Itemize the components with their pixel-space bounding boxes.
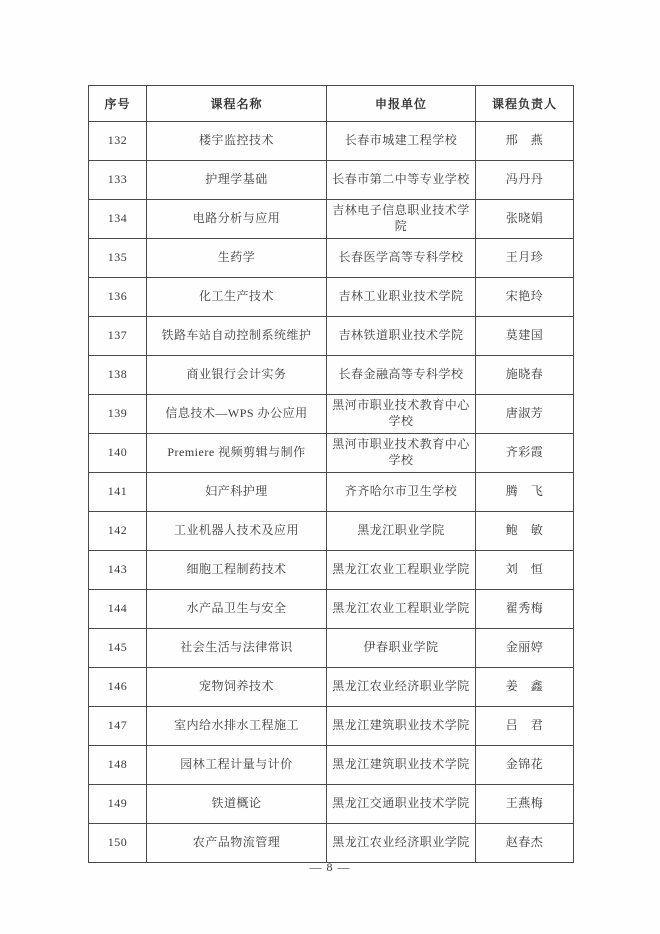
course-name-cell: 商业银行会计实务 bbox=[147, 356, 327, 395]
unit-name-cell: 黑龙江交通职业技术学院 bbox=[327, 785, 476, 824]
leader-name-cell: 齐彩霞 bbox=[476, 434, 574, 473]
leader-name-cell: 唐淑芳 bbox=[476, 395, 574, 434]
table-row bbox=[89, 551, 574, 590]
unit-name-cell: 黑龙江建筑职业技术学院 bbox=[327, 707, 476, 746]
row-index-cell: 140 bbox=[89, 434, 147, 473]
row-index-cell: 134 bbox=[89, 200, 147, 239]
unit-name-cell: 黑龙江农业经济职业学院 bbox=[327, 668, 476, 707]
row-index-cell: 148 bbox=[89, 746, 147, 785]
leader-name-cell: 金丽婷 bbox=[476, 629, 574, 668]
row-index-cell: 138 bbox=[89, 356, 147, 395]
row-index-cell: 135 bbox=[89, 239, 147, 278]
table-row bbox=[89, 824, 574, 863]
leader-name-cell: 张晓娟 bbox=[476, 200, 574, 239]
unit-name-cell: 伊春职业学院 bbox=[327, 629, 476, 668]
leader-name-cell: 冯丹丹 bbox=[476, 161, 574, 200]
row-index-cell: 147 bbox=[89, 707, 147, 746]
leader-name-cell: 姜 鑫 bbox=[476, 668, 574, 707]
unit-name-cell: 黑龙江农业经济职业学院 bbox=[327, 824, 476, 863]
row-index-cell: 143 bbox=[89, 551, 147, 590]
table-row bbox=[89, 278, 574, 317]
row-index-cell: 137 bbox=[89, 317, 147, 356]
table-row bbox=[89, 356, 574, 395]
table-row bbox=[89, 161, 574, 200]
course-name-cell: 楼宇监控技术 bbox=[147, 122, 327, 161]
course-name-cell: 生药学 bbox=[147, 239, 327, 278]
table-row bbox=[89, 668, 574, 707]
row-index-cell: 132 bbox=[89, 122, 147, 161]
unit-name-cell: 黑龙江农业工程职业学院 bbox=[327, 590, 476, 629]
course-name-cell: Premiere 视频剪辑与制作 bbox=[147, 434, 327, 473]
unit-name-cell: 黑龙江农业工程职业学院 bbox=[327, 551, 476, 590]
unit-name-cell: 齐齐哈尔市卫生学校 bbox=[327, 473, 476, 512]
course-name-cell: 铁路车站自动控制系统维护 bbox=[147, 317, 327, 356]
course-name-cell: 细胞工程制药技术 bbox=[147, 551, 327, 590]
row-index-cell: 142 bbox=[89, 512, 147, 551]
col-header-index: 序号 bbox=[89, 86, 147, 122]
col-header-unit: 申报单位 bbox=[327, 86, 476, 122]
leader-name-cell: 刘 恒 bbox=[476, 551, 574, 590]
unit-name-cell: 黑龙江职业学院 bbox=[327, 512, 476, 551]
row-index-cell: 133 bbox=[89, 161, 147, 200]
leader-name-cell: 吕 君 bbox=[476, 707, 574, 746]
unit-name-cell: 长春医学高等专科学校 bbox=[327, 239, 476, 278]
course-name-cell: 社会生活与法律常识 bbox=[147, 629, 327, 668]
page-number: — 8 — bbox=[309, 860, 351, 874]
unit-name-cell: 吉林工业职业技术学院 bbox=[327, 278, 476, 317]
row-index-cell: 145 bbox=[89, 629, 147, 668]
course-name-cell: 水产品卫生与安全 bbox=[147, 590, 327, 629]
course-name-cell: 电路分析与应用 bbox=[147, 200, 327, 239]
unit-name-cell: 吉林电子信息职业技术学院 bbox=[327, 200, 476, 239]
table-row bbox=[89, 239, 574, 278]
table-row bbox=[89, 122, 574, 161]
leader-name-cell: 鲍 敏 bbox=[476, 512, 574, 551]
table-row bbox=[89, 473, 574, 512]
row-index-cell: 146 bbox=[89, 668, 147, 707]
table-row bbox=[89, 629, 574, 668]
leader-name-cell: 王月珍 bbox=[476, 239, 574, 278]
course-table bbox=[88, 85, 574, 863]
leader-name-cell: 王燕梅 bbox=[476, 785, 574, 824]
leader-name-cell: 宋艳玲 bbox=[476, 278, 574, 317]
row-index-cell: 144 bbox=[89, 590, 147, 629]
table-row bbox=[89, 434, 574, 473]
row-index-cell: 139 bbox=[89, 395, 147, 434]
unit-name-cell: 长春市第二中等专业学校 bbox=[327, 161, 476, 200]
leader-name-cell: 金锦花 bbox=[476, 746, 574, 785]
unit-name-cell: 黑河市职业技术教育中心学校 bbox=[327, 395, 476, 434]
table-row bbox=[89, 395, 574, 434]
table-row bbox=[89, 317, 574, 356]
leader-name-cell: 施晓春 bbox=[476, 356, 574, 395]
col-header-course: 课程名称 bbox=[147, 86, 327, 122]
unit-name-cell: 黑龙江建筑职业技术学院 bbox=[327, 746, 476, 785]
row-index-cell: 141 bbox=[89, 473, 147, 512]
row-index-cell: 149 bbox=[89, 785, 147, 824]
leader-name-cell: 翟秀梅 bbox=[476, 590, 574, 629]
course-name-cell: 铁道概论 bbox=[147, 785, 327, 824]
row-index-cell: 136 bbox=[89, 278, 147, 317]
course-name-cell: 园林工程计量与计价 bbox=[147, 746, 327, 785]
course-name-cell: 宠物饲养技术 bbox=[147, 668, 327, 707]
unit-name-cell: 长春金融高等专科学校 bbox=[327, 356, 476, 395]
unit-name-cell: 吉林铁道职业技术学院 bbox=[327, 317, 476, 356]
leader-name-cell: 腾 飞 bbox=[476, 473, 574, 512]
leader-name-cell: 莫建国 bbox=[476, 317, 574, 356]
row-index-cell: 150 bbox=[89, 824, 147, 863]
course-name-cell: 化工生产技术 bbox=[147, 278, 327, 317]
course-name-cell: 室内给水排水工程施工 bbox=[147, 707, 327, 746]
course-name-cell: 农产品物流管理 bbox=[147, 824, 327, 863]
course-name-cell: 信息技术—WPS 办公应用 bbox=[147, 395, 327, 434]
table-row bbox=[89, 707, 574, 746]
table-row bbox=[89, 512, 574, 551]
unit-name-cell: 黑河市职业技术教育中心学校 bbox=[327, 434, 476, 473]
table-header-row bbox=[89, 86, 574, 122]
table-row bbox=[89, 590, 574, 629]
course-name-cell: 工业机器人技术及应用 bbox=[147, 512, 327, 551]
course-name-cell: 妇产科护理 bbox=[147, 473, 327, 512]
unit-name-cell: 长春市城建工程学校 bbox=[327, 122, 476, 161]
leader-name-cell: 邢 燕 bbox=[476, 122, 574, 161]
table-row bbox=[89, 200, 574, 239]
course-name-cell: 护理学基础 bbox=[147, 161, 327, 200]
table-row bbox=[89, 746, 574, 785]
table-row bbox=[89, 785, 574, 824]
col-header-leader: 课程负责人 bbox=[476, 86, 574, 122]
leader-name-cell: 赵春杰 bbox=[476, 824, 574, 863]
